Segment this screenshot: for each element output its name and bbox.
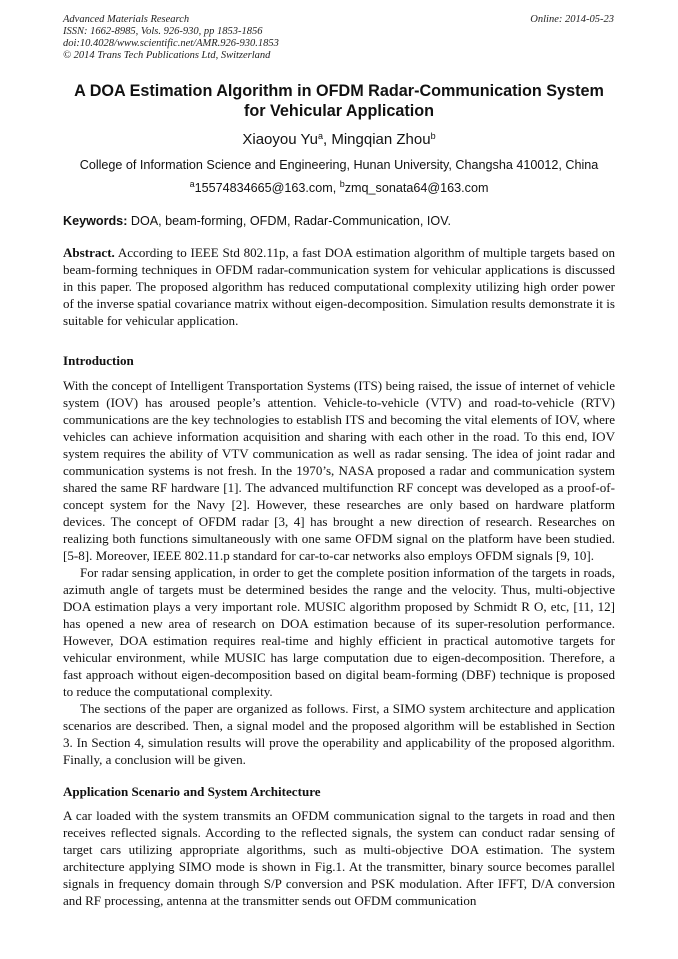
journal-header [63,14,483,62]
application-section [63,807,615,909]
body-paragraph: For radar sensing application, in order to get the complete position information of the targets in roads, azimuth angle of targets must be determined besides the range and the velocity. Thus, multi-objective DOA estimation plays a very important role. MUSIC algorithm proposed by Schmidt R O, etc, [11, 12] has opened a new area of research on DOA estimation because of its super-resolution performance. However, DOA estimation requires real-time and highly efficient in practical automotive targets for vehicular environment, while MUSIC has large computation due to eigen-decomposition. Therefore, a fast approach without eigen-decomposition based on digital beam-forming (DBF) technique is proposed to reduce the computational complexity. [63,565,615,699]
email-address: zmq_sonata64@163.com [344,181,489,195]
author-emails [63,180,615,196]
introduction-section [63,377,615,768]
authors [63,131,615,149]
section-heading-introduction: Introduction [63,353,134,368]
email-address: 15574834665@163.com, [194,181,340,195]
keywords-list: DOA, beam-forming, OFDM, Radar-Communication, IOV. [127,214,451,228]
abstract-paragraph [63,244,615,329]
online-date: Online: 2014-05-23 [530,14,614,25]
issn-line: ISSN: 1662-8985, Vols. 926-930, pp 1853-1856 [63,26,263,37]
affiliation: College of Information Science and Engineering, Hunan University, Changsha 410012, China [79,158,599,172]
body-paragraph: A car loaded with the system transmits an OFDM communication signal to the targets in road and then receives reflected signals. According to the reflected signals, the system can conduct radar sensing of target cars utilizing appropriate algorithms, such as multi-objective DOA estimation. The system architecture applying SIMO mode is shown in Fig.1. At the transmitter, binary source becomes parallel signals in frequency domain through S/P conversion and PSK modulation. After IFFT, D/A conversion and RF processing, antenna at the transmitter sends out OFDM communication [63,808,615,908]
author-superscript: a [318,131,324,141]
email-superscript: b [339,179,345,189]
author-superscript: b [430,131,436,141]
abstract-text: According to IEEE Std 802.11p, a fast DOA estimation algorithm of multiple targets based on beam-forming techniques in OFDM radar-communication system for vehicular applications is discussed in this paper. The proposed algorithm has reduced computational complexity utilizing high order power of the inverse spatial covariance matrix without eigen-decomposition. Simulation results demonstrate it is suitable for vehicular application. [63,245,615,328]
copyright-line: © 2014 Trans Tech Publications Ltd, Switzerland [63,50,271,61]
paper-title: A DOA Estimation Algorithm in OFDM Radar-Communication System for Vehicular Application [74,82,604,120]
body-paragraph: The sections of the paper are organized as follows. First, a SIMO system architecture and application scenarios are described. Then, a signal model and the proposed algorithm will be established in Section 3. In Section 4, simulation results will prove the operability and applicability of the proposed algorithm. Finally, a conclusion will be given. [63,701,615,767]
abstract [63,244,615,329]
author-name: Xiaoyou Yu [242,131,318,148]
keywords [63,213,615,229]
abstract-label: Abstract. [63,245,115,260]
keywords-label: Keywords: [63,214,128,228]
email-superscript: a [189,179,195,189]
doi-line: doi:10.4028/www.scientific.net/AMR.926-930.1853 [63,38,279,49]
body-paragraph: With the concept of Intelligent Transportation Systems (ITS) being raised, the issue of internet of vehicle system (IOV) has aroused people’s attention. Vehicle-to-vehicle (VTV) and road-to-vehicle (RTV) communications are the key technologies to establish ITS and becoming the vital elements of IOV, where vehicles can achieve information acquisition and sharing with each other in the road. To this end, IOV system requires the ability of VTV communication as well as radar sensing. The idea of joint radar and communication systems is not fresh. In the 1970’s, NASA proposed a radar and communication system shared the same RF hardware [1]. The advanced multifunction RF concept was developed as a proof-of-concept system for the Navy [2]. However, these researches are only based on hardware platform devices. The concept of OFDM radar [3, 4] has brought a new direction of research. Researches on realizing both functions simultaneously with one same OFDM signal on the platform have been studied. [5-8]. Moreover, IEEE 802.11.p standard for car-to-car networks also employs OFDM signals [9, 10]. [63,378,615,563]
journal-name: Advanced Materials Research [63,14,190,25]
section-heading-application: Application Scenario and System Architecture [63,784,321,799]
author-name: Mingqian Zhou [331,131,431,148]
author-separator: , [323,131,332,148]
